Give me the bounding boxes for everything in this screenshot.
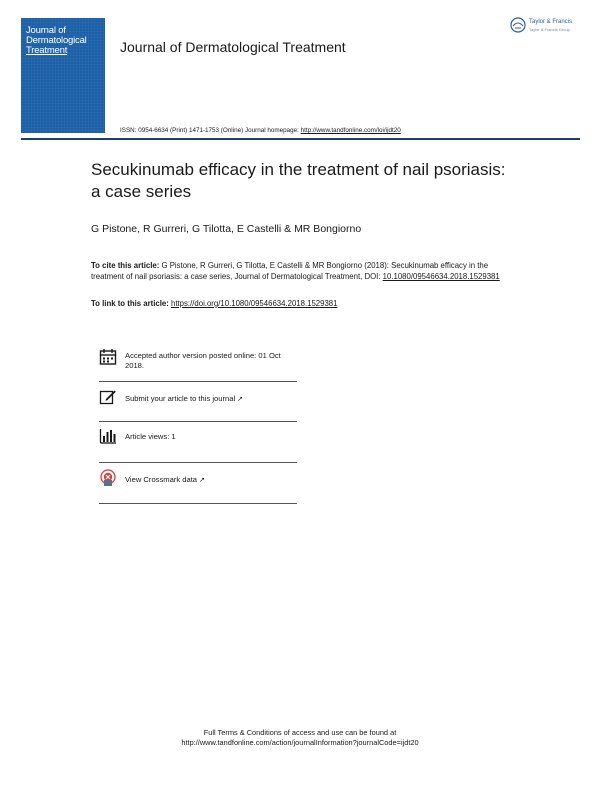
- footer: [0, 728, 600, 748]
- article-link-line: [91, 299, 337, 308]
- crossmark-text[interactable]: [125, 475, 205, 486]
- doi-link[interactable]: 10.1080/09546634.2018.1529381: [382, 272, 500, 281]
- accepted-row: [99, 347, 297, 382]
- calendar-icon: [99, 348, 117, 366]
- footer-url[interactable]: http://www.tandfonline.com/action/journalInformation?journalCode=ijdt20: [181, 738, 419, 747]
- views-text: Article views: 1: [125, 432, 176, 441]
- article-authors: G Pistone, R Gurreri, G Tilotta, E Castelli & MR Bongiorno: [91, 223, 362, 235]
- submit-label[interactable]: Submit your article to this journal: [125, 394, 236, 403]
- crossmark-icon: [99, 469, 117, 487]
- cover-line: Dermatological: [26, 35, 87, 46]
- journal-cover: [21, 18, 105, 133]
- header-divider: [21, 138, 580, 140]
- accepted-text: Accepted author version posted online: 01 Oct 2018.: [125, 351, 281, 370]
- edit-icon: [99, 388, 117, 406]
- footer-terms: Full Terms & Conditions of access and use can be found at: [203, 728, 397, 737]
- publisher-logo: [510, 17, 582, 39]
- views-row: [99, 422, 297, 463]
- article-title: Secukinumab efficacy in the treatment of nail psoriasis: a case series: [91, 160, 506, 201]
- citation-block: [91, 260, 521, 282]
- publisher-subtitle: Taylor & Francis Group: [529, 27, 570, 32]
- submit-row[interactable]: [99, 382, 297, 422]
- crossmark-row[interactable]: [99, 463, 297, 504]
- publisher-logo-icon: [510, 17, 526, 33]
- journal-homepage-link[interactable]: http://www.tandfonline.com/loi/ijdt20: [300, 127, 401, 134]
- submit-text[interactable]: [125, 394, 243, 405]
- cover-line: Treatment: [26, 45, 68, 56]
- link-label: To link to this article:: [91, 299, 171, 308]
- article-url-link[interactable]: https://doi.org/10.1080/09546634.2018.1529381: [171, 299, 338, 308]
- issn-text: ISSN: 0954-6634 (Print) 1471-1753 (Online) Journal homepage:: [120, 127, 301, 134]
- citation-label: To cite this article:: [91, 261, 160, 270]
- external-link-icon: ↗: [237, 396, 244, 403]
- external-link-icon: ↗: [199, 477, 205, 484]
- bar-chart-icon: [99, 427, 117, 445]
- journal-title: Journal of Dermatological Treatment: [120, 39, 346, 55]
- citation-text: G Pistone, R Gurreri, G Tilotta, E Castelli & MR Bongiorno (2018): Secukinumab efficacy in the treatment of nail psoriasis: a case series, Journal of Dermatological Treatment, DOI:: [91, 261, 489, 281]
- issn-line: [120, 127, 401, 134]
- publisher-name: Taylor & Francis: [529, 19, 573, 25]
- cover-line: Journal of: [26, 25, 66, 36]
- crossmark-label[interactable]: View Crossmark data: [125, 475, 198, 484]
